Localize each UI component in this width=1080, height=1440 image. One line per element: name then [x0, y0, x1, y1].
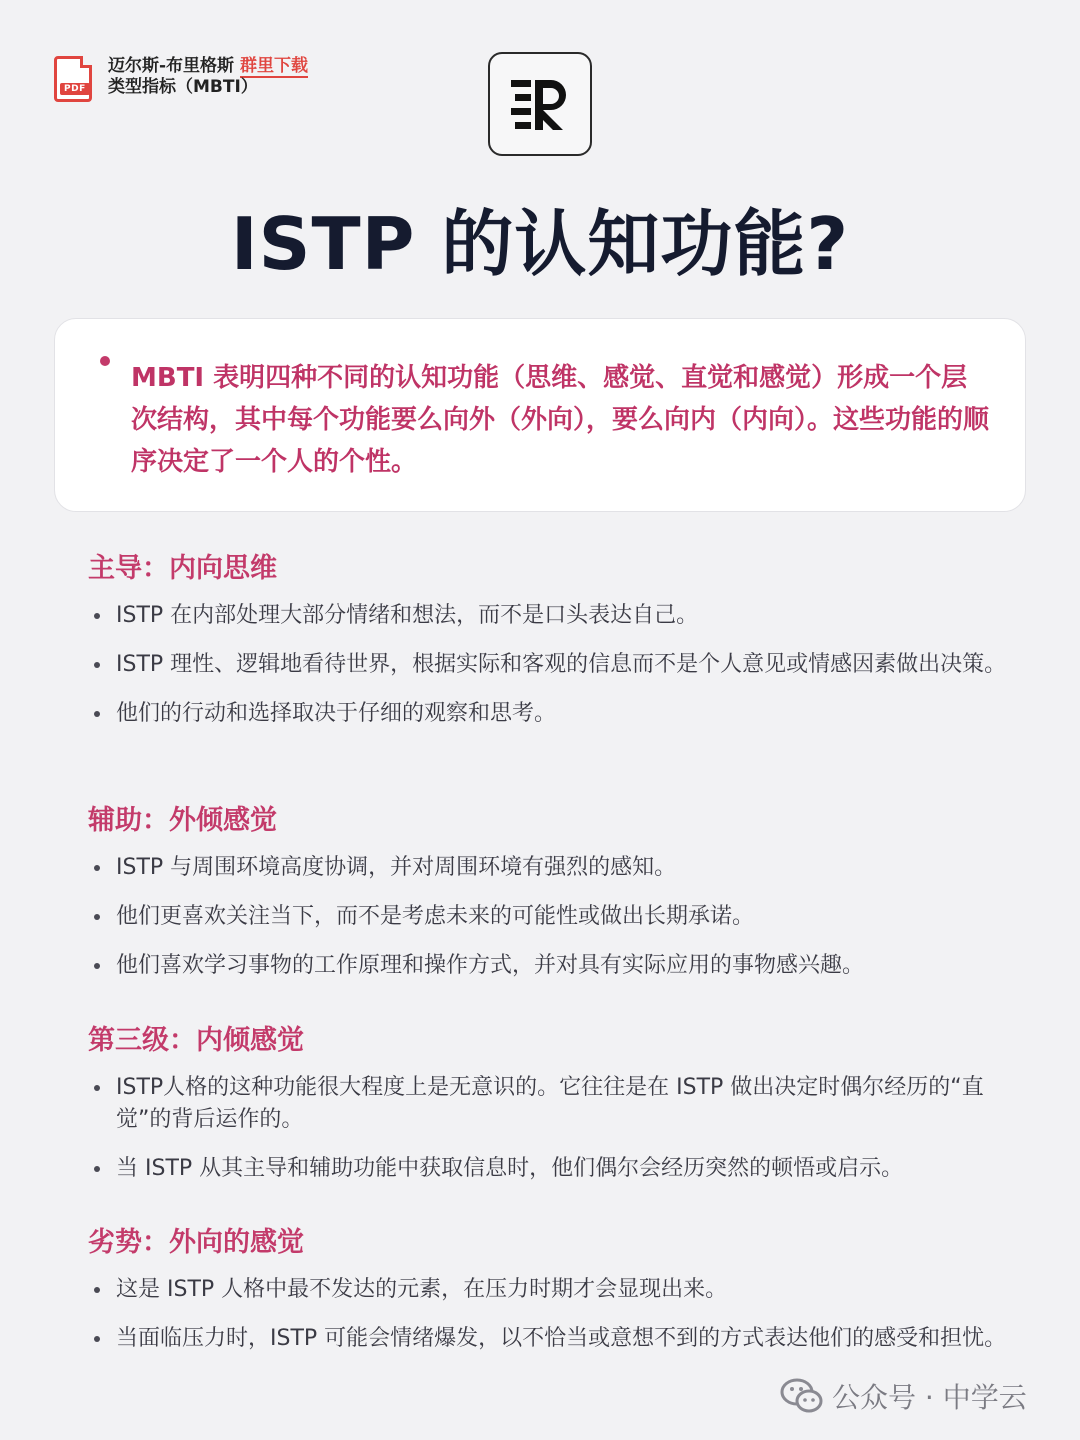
list-item: 他们喜欢学习事物的工作原理和操作方式，并对具有实际应用的事物感兴趣。 [88, 950, 1018, 982]
intro-text: MBTI 表明四种不同的认知功能（思维、感觉、直觉和感觉）形成一个层次结构，其中每个功能要么向外（外向），要么向内（内向）。这些功能的顺序决定了一个人的个性。 [131, 363, 990, 477]
section-auxiliary [88, 804, 1018, 999]
watermark-text: 公众号 · 中学云 [832, 1381, 1027, 1414]
list-item: ISTP 理性、逻辑地看待世界，根据实际和客观的信息而不是个人意见或情感因素做出决策。 [88, 649, 1018, 681]
wechat-icon [780, 1376, 824, 1416]
list-item: 当面临压力时，ISTP 可能会情绪爆发，以不恰当或意想不到的方式表达他们的感受和担忧。 [88, 1323, 1018, 1355]
intro-card [54, 318, 1026, 512]
watermark [780, 1376, 1027, 1416]
section-heading: 辅助：外倾感觉 [88, 805, 277, 836]
pdf-file-icon [54, 56, 96, 102]
section-inferior [88, 1226, 1018, 1372]
r-logo-icon [488, 52, 592, 156]
list-item: 这是 ISTP 人格中最不发达的元素，在压力时期才会显现出来。 [88, 1274, 1018, 1306]
section-heading: 主导：内向思维 [88, 553, 277, 584]
download-link[interactable]: 群里下载 [239, 56, 308, 76]
section-dominant [88, 552, 1018, 747]
intro-bullet [100, 356, 110, 366]
header-line-1: 迈尔斯-布里格斯 [108, 56, 235, 76]
list-item: 当 ISTP 从其主导和辅助功能中获取信息时，他们偶尔会经历突然的顿悟或启示。 [88, 1153, 1018, 1185]
list-item: ISTP 在内部处理大部分情绪和想法，而不是口头表达自己。 [88, 600, 1018, 632]
section-heading: 劣势：外向的感觉 [88, 1227, 304, 1258]
header-banner [54, 56, 308, 102]
list-item: ISTP人格的这种功能很大程度上是无意识的。它往往是在 ISTP 做出决定时偶尔经历的“直觉”的背后运作的。 [88, 1072, 1018, 1136]
list-item: 他们的行动和选择取决于仔细的观察和思考。 [88, 698, 1018, 730]
header-line-2: 类型指标（MBTI） [108, 77, 258, 97]
section-tertiary [88, 1024, 1018, 1202]
list-item: ISTP 与周围环境高度协调，并对周围环境有强烈的感知。 [88, 852, 1018, 884]
pdf-badge: PDF [60, 83, 90, 95]
list-item: 他们更喜欢关注当下，而不是考虑未来的可能性或做出长期承诺。 [88, 901, 1018, 933]
page-title: ISTP 的认知功能? [230, 202, 850, 286]
section-heading: 第三级：内倾感觉 [88, 1025, 304, 1056]
header-text [108, 56, 308, 98]
